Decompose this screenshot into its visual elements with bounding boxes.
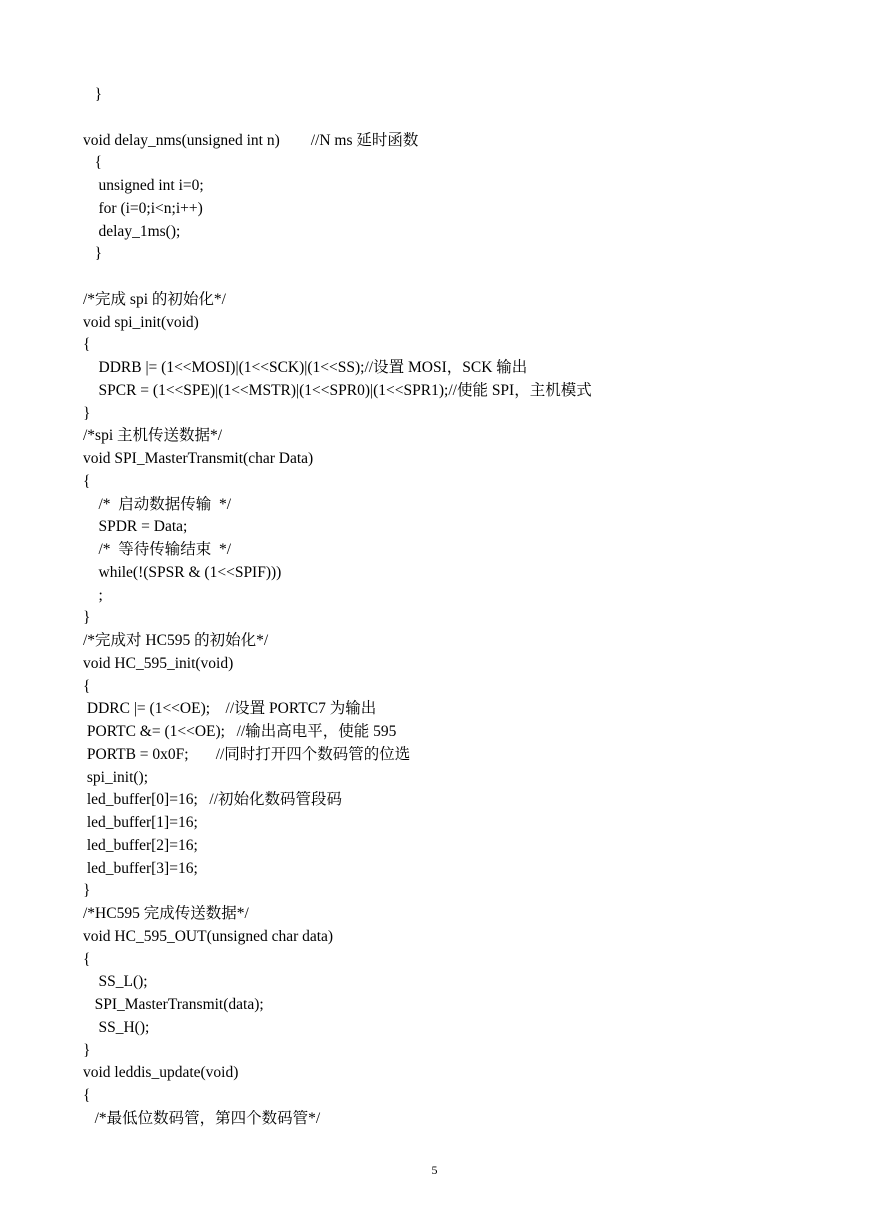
code-line: /*完成 spi 的初始化*/ [83, 290, 226, 308]
code-line: while(!(SPSR & (1<<SPIF))) [83, 563, 282, 581]
code-line: { [83, 154, 103, 172]
code-line: /* 启动数据传输 */ [83, 495, 232, 513]
code-line: { [83, 677, 91, 695]
code-line: { [83, 1087, 91, 1104]
code-line: SPDR = Data; [83, 518, 188, 536]
code-line: ; [83, 586, 103, 604]
code-line: spi_init(); [83, 768, 149, 786]
code-line: } [83, 1041, 91, 1059]
code-line: led_buffer[0]=16; //初始化数码管段码 [83, 791, 343, 809]
code-line: /*spi 主机传送数据*/ [83, 427, 223, 445]
code-line: led_buffer[2]=16; [83, 836, 198, 854]
code-line: DDRB |= (1<<MOSI)|(1<<SCK)|(1<<SS);//设置 MOSI，SCK 输出 [83, 359, 528, 376]
code-line: void HC_595_init(void) [83, 654, 234, 672]
code-line: { [83, 472, 91, 490]
code-line: DDRC |= (1<<OE); //设置 PORTC7 为输出 [83, 700, 377, 718]
code-line: for (i=0;i<n;i++) [83, 199, 203, 217]
code-line: /*HC595 完成传送数据*/ [83, 905, 249, 922]
code-line: void SPI_MasterTransmit(char Data) [83, 450, 314, 467]
code-line: { [83, 950, 91, 968]
code-line: PORTC &= (1<<OE); //输出高电平，使能 595 [83, 723, 397, 740]
code-line: void leddis_update(void) [83, 1064, 239, 1082]
code-line: void HC_595_OUT(unsigned char data) [83, 927, 334, 945]
code-line: } [83, 609, 91, 627]
code-listing [83, 84, 843, 1131]
code-line: } [83, 882, 91, 900]
code-line: } [83, 404, 91, 422]
code-line: } [83, 245, 103, 263]
code-line [83, 266, 843, 289]
code-line: /*最低位数码管，第四个数码管*/ [83, 1109, 321, 1127]
code-line: led_buffer[1]=16; [83, 814, 198, 831]
code-line: SPI_MasterTransmit(data); [83, 996, 264, 1013]
code-line: SS_H(); [83, 1018, 150, 1036]
code-line: /*完成对 HC595 的初始化*/ [83, 632, 269, 649]
code-line: PORTB = 0x0F; //同时打开四个数码管的位选 [83, 745, 411, 763]
code-line: void delay_nms(unsigned int n) //N ms 延时函数 [83, 131, 419, 149]
code-line: } [83, 86, 103, 103]
code-line: { [83, 336, 91, 354]
code-line: SPCR = (1<<SPE)|(1<<MSTR)|(1<<SPR0)|(1<<SPR1);//使能 SPI，主机模式 [83, 381, 592, 399]
code-line: SS_L(); [83, 973, 148, 991]
code-line: unsigned int i=0; [83, 177, 204, 194]
code-line: /* 等待传输结束 */ [83, 541, 232, 558]
code-line [83, 107, 843, 130]
page-number: 5 [431, 1163, 438, 1177]
code-line: led_buffer[3]=16; [83, 859, 198, 877]
code-line: delay_1ms(); [83, 222, 181, 240]
code-line: void spi_init(void) [83, 313, 199, 331]
